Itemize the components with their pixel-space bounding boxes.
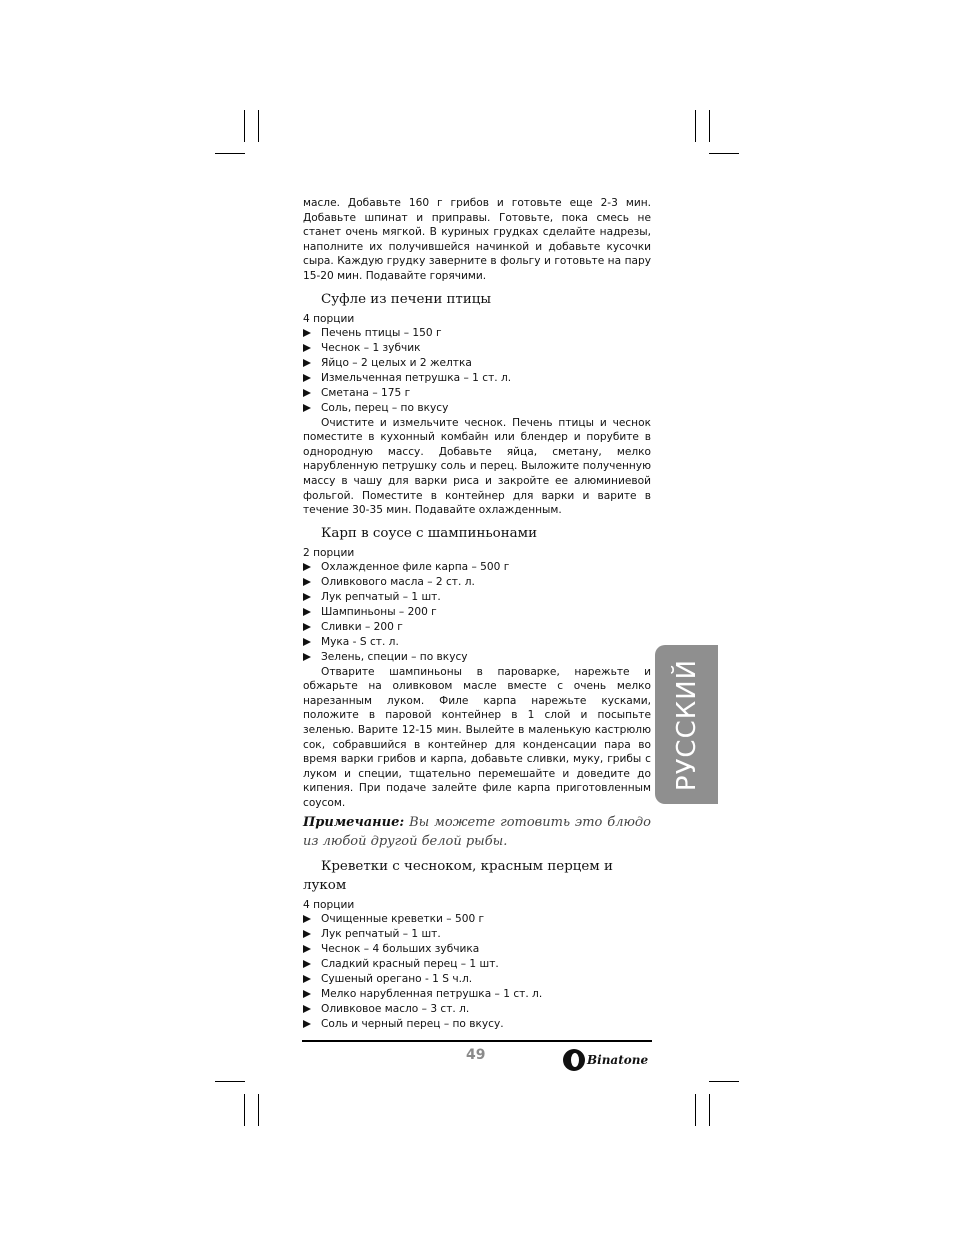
bullet-triangle-icon [303, 578, 311, 586]
crop-mark [709, 1081, 739, 1082]
language-tab [655, 645, 718, 804]
crop-mark [215, 153, 245, 154]
language-tab-label: РУССКИЙ [671, 658, 702, 791]
note-text: Вы можете готовить это блюдо из любой другой белой рыбы. [303, 814, 651, 849]
recipe-note [303, 813, 651, 851]
list-item: Сушеный орегано - 1 S ч.л. [303, 972, 651, 987]
bullet-triangle-icon [303, 653, 311, 661]
bullet-triangle-icon [303, 945, 311, 953]
page-number: 49 [466, 1047, 486, 1063]
servings: 4 порции [303, 898, 355, 911]
list-item: Яйцо – 2 целых и 2 желтка [303, 356, 651, 371]
recipe-method: Очистите и измельчите чеснок. Печень птицы и чеснок поместите в кухонный комбайн или блендер и порубите в однородную массу. Добавьте яйца, сметану, мелко нарубленную петрушку соль и перец. Выложите полученную массу в чашу для варки риса и закройте ее алюминиевой фольгой. Поместите в контейнер для варки и варите в течение 30-35 мин. Подавайте охлажденным. [303, 416, 651, 517]
crop-mark [709, 1094, 710, 1126]
list-item: Соль и черный перец – по вкусу. [303, 1017, 651, 1032]
crop-mark [244, 1094, 245, 1126]
bullet-triangle-icon [303, 915, 311, 923]
bullet-triangle-icon [303, 374, 311, 382]
bullet-triangle-icon [303, 990, 311, 998]
bullet-triangle-icon [303, 329, 311, 337]
list-item: Очищенные креветки – 500 г [303, 912, 651, 927]
bullet-triangle-icon [303, 593, 311, 601]
list-item: Сливки – 200 г [303, 620, 651, 635]
crop-mark [215, 1081, 245, 1082]
brand-mark-icon [563, 1049, 585, 1071]
bullet-triangle-icon [303, 975, 311, 983]
bullet-triangle-icon [303, 1020, 311, 1028]
list-item: Чеснок – 1 зубчик [303, 341, 651, 356]
recipe-title-shrimp: Креветки с чесноком, красным перцем и луком [303, 858, 613, 893]
list-item: Сладкий красный перец – 1 шт. [303, 957, 651, 972]
list-item: Мука - S ст. л. [303, 635, 651, 650]
bullet-triangle-icon [303, 638, 311, 646]
note-label: Примечание: [303, 814, 405, 830]
bullet-triangle-icon [303, 608, 311, 616]
bullet-triangle-icon [303, 404, 311, 412]
bullet-triangle-icon [303, 930, 311, 938]
bullet-triangle-icon [303, 623, 311, 631]
recipe-title-carp: Карп в соусе с шампиньонами [321, 525, 537, 541]
list-item: Лук репчатый – 1 шт. [303, 590, 651, 605]
list-item: Оливковое масло – 3 ст. л. [303, 1002, 651, 1017]
crop-mark [709, 110, 710, 142]
ingredient-list [303, 912, 651, 1031]
bullet-triangle-icon [303, 389, 311, 397]
intro-paragraph: масле. Добавьте 160 г грибов и готовьте еще 2-3 мин. Добавьте шпинат и приправы. Готовьте, пока смесь не станет очень мягкой. В куриных грудках сделайте надрезы, наполните их получившейся начинкой и добавьте кусочки сыра. Каждую грудку заверните в фольгу и готовьте на пару 15-20 мин. Подавайте горячими. [303, 197, 651, 282]
list-item: Измельченная петрушка – 1 ст. л. [303, 371, 651, 386]
bullet-triangle-icon [303, 359, 311, 367]
crop-mark [258, 1094, 259, 1126]
footer-rule [302, 1040, 652, 1042]
list-item: Шампиньоны – 200 г [303, 605, 651, 620]
list-item: Печень птицы – 150 г [303, 326, 651, 341]
list-item: Охлажденное филе карпа – 500 г [303, 560, 651, 575]
crop-mark [244, 110, 245, 142]
list-item: Зелень, специи – по вкусу [303, 650, 651, 665]
list-item: Сметана – 175 г [303, 386, 651, 401]
content-column [303, 196, 651, 1031]
crop-mark [709, 153, 739, 154]
ingredient-list [303, 326, 651, 415]
recipe-title-souffle: Суфле из печени птицы [321, 291, 492, 307]
ingredient-list [303, 560, 651, 664]
bullet-triangle-icon [303, 344, 311, 352]
brand-logo [563, 1047, 648, 1073]
bullet-triangle-icon [303, 563, 311, 571]
servings: 4 порции [303, 312, 355, 325]
crop-mark [258, 110, 259, 142]
crop-mark [695, 110, 696, 142]
list-item: Соль, перец – по вкусу [303, 401, 651, 416]
bullet-triangle-icon [303, 960, 311, 968]
recipe-method: Отварите шампиньоны в пароварке, нарежьте и обжарьте на оливковом масле вместе с очень мелко нарезанным луком. Филе карпа нарежьте кусками, положите в паровой контейнер в 1 слой и посыпьте зеленью. Варите 12-15 мин. Вылейте в маленькую кастрюлю сок, собравшийся в контейнер для конденсации пара во время варки грибов и карпа, добавьте сливки, муку, грибы с луком и специи, тщательно перемешайте и доведите до кипения. При подаче залейте филе карпа приготовленным соусом. [303, 665, 651, 810]
list-item: Лук репчатый – 1 шт. [303, 927, 651, 942]
list-item: Чеснок – 4 больших зубчика [303, 942, 651, 957]
list-item: Мелко нарубленная петрушка – 1 ст. л. [303, 987, 651, 1002]
servings: 2 порции [303, 546, 355, 559]
brand-name: Binatone [587, 1053, 649, 1067]
list-item: Оливкового масла – 2 ст. л. [303, 575, 651, 590]
crop-mark [695, 1094, 696, 1126]
bullet-triangle-icon [303, 1005, 311, 1013]
